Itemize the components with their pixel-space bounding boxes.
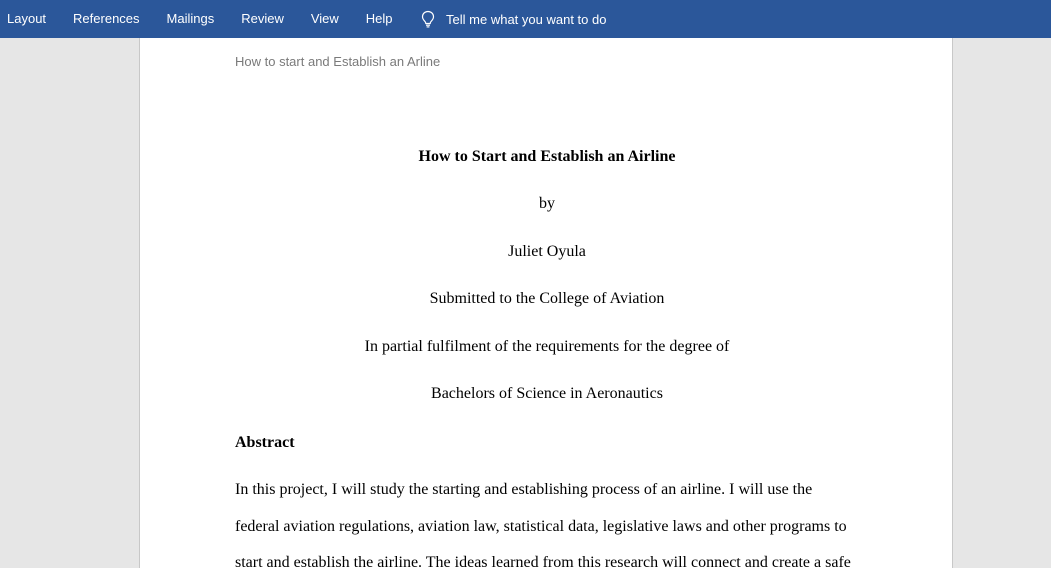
document-title[interactable]: How to Start and Establish an Airline (418, 148, 676, 165)
abstract-line[interactable]: federal aviation regulations, aviation law, statistical data, legislative laws and other programs to (235, 518, 847, 535)
tab-references[interactable]: References (73, 11, 140, 26)
ribbon-tab-bar (0, 0, 1051, 38)
degree-line[interactable]: Bachelors of Science in Aeronautics (431, 385, 663, 402)
tab-help[interactable]: Help (365, 11, 393, 26)
tab-mailings[interactable]: Mailings (166, 11, 215, 26)
document-page[interactable] (139, 38, 953, 568)
abstract-line[interactable]: In this project, I will study the starting and establishing process of an airline. I will use the (235, 481, 813, 498)
tab-review[interactable]: Review (241, 11, 284, 26)
lightbulb-icon (420, 10, 436, 28)
tab-layout[interactable]: Layout (7, 11, 47, 26)
page-header[interactable]: How to start and Establish an Arline (235, 54, 441, 69)
tell-me-label: Tell me what you want to do (446, 11, 607, 27)
document-canvas[interactable] (0, 38, 1051, 568)
byline[interactable]: by (539, 195, 555, 212)
tell-me-search[interactable] (406, 0, 606, 38)
tab-view[interactable]: View (310, 11, 339, 26)
submitted-line[interactable]: Submitted to the College of Aviation (429, 290, 665, 307)
author-name[interactable]: Juliet Oyula (508, 243, 586, 260)
abstract-heading[interactable]: Abstract (235, 434, 295, 451)
abstract-line[interactable]: start and establish the airline. The ideas learned from this research will connect and create a safe (235, 554, 851, 568)
partial-fulfilment-line[interactable]: In partial fulfilment of the requirements for the degree of (364, 338, 730, 355)
